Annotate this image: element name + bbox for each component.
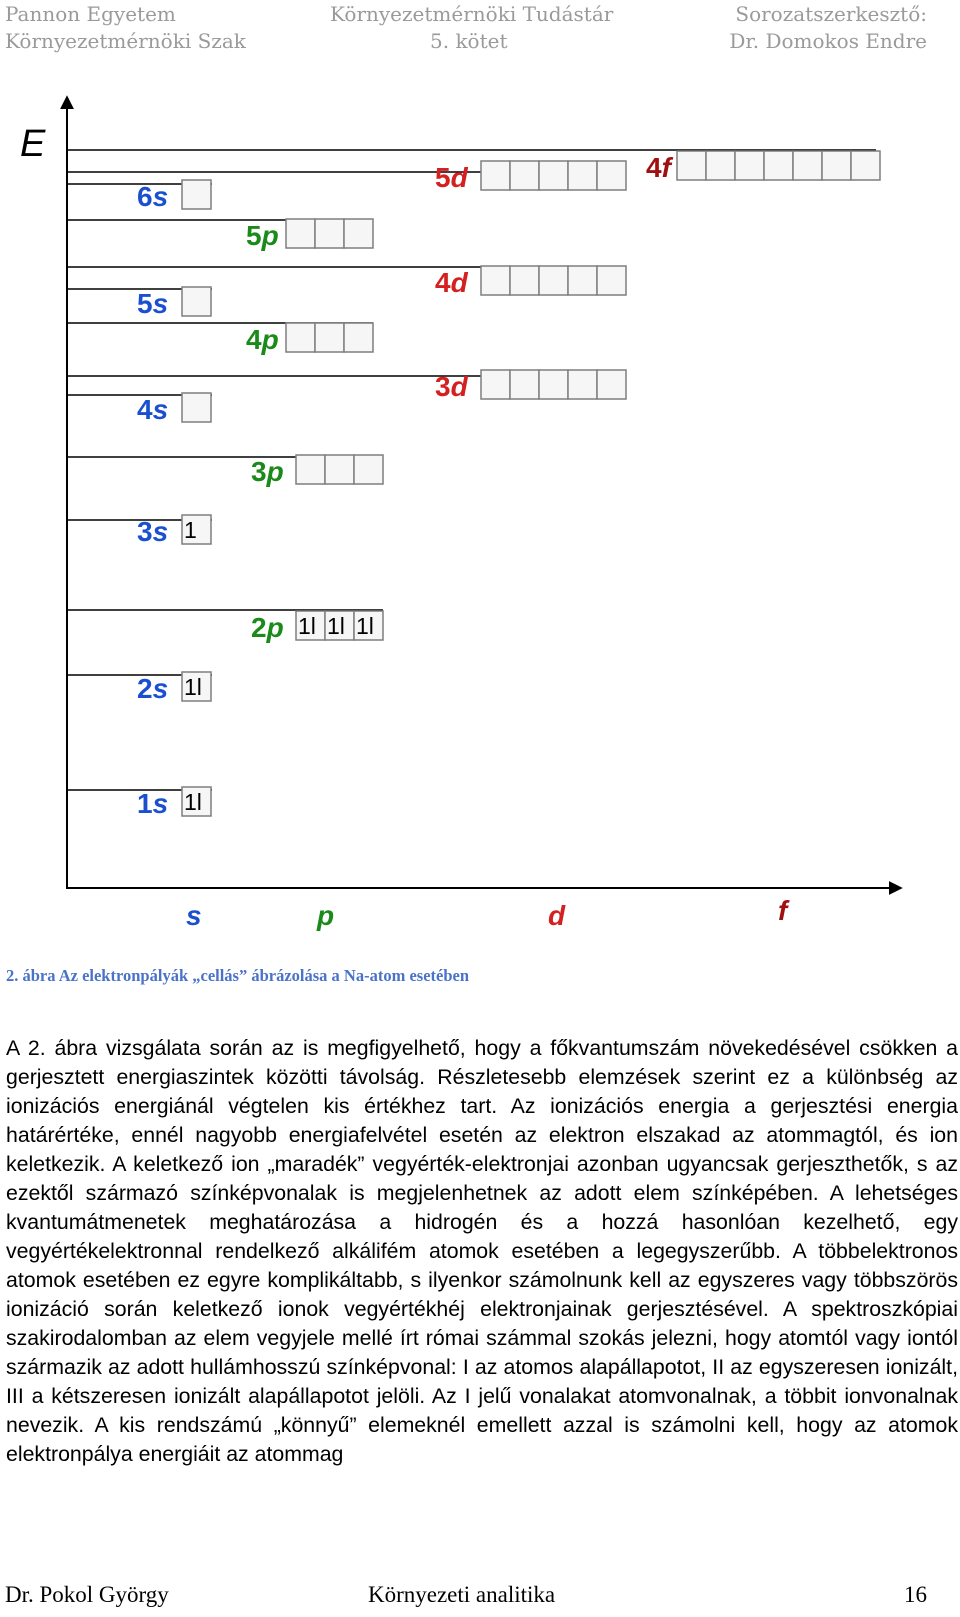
- orbital-box: [735, 151, 764, 180]
- footer-author: Dr. Pokol György: [5, 1582, 169, 1607]
- orbital-box: [793, 151, 822, 180]
- level-3s: [66, 515, 212, 547]
- x-label-f: f: [778, 895, 788, 926]
- footer-page-number: 16: [904, 1582, 927, 1607]
- orbital-box: [568, 161, 597, 190]
- header-right-line1: Sorozatszerkesztő:: [735, 2, 927, 26]
- orbital-box: [539, 161, 568, 190]
- orbital-box: [822, 151, 851, 180]
- energy-levels: [66, 150, 880, 819]
- orbital-label: 3s: [137, 516, 169, 547]
- orbital-label: 5s: [137, 288, 169, 319]
- orbital-box: [286, 323, 315, 352]
- header-right-line2: Dr. Domokos Endre: [729, 29, 927, 53]
- orbital-box: [510, 370, 539, 399]
- x-label-p: p: [317, 900, 335, 931]
- body-paragraph: A 2. ábra vizsgálata során az is megfigyelhető, hogy a főkvantumszám növekedésével csökken a gerjesztett energiaszintek közötti távolság. Részletesebb elemzések szerint ez a különbség az ionizációs energiánál végtelen kis értékhez tart. Az ionizációs energia a gerjesztési energia határértéke, ennél nagyobb energiafelvétel esetén az elektron elszakad az atommagtól, és ion keletkezik. A keletkező ion „maradék” vegyérték-elektronjai azonban ugyancsak gerjeszthetők, s az ezektől származó színképvonalak is megjelenhetnek az adott elem színképében. A lehetséges kvantumátmenetek meghatározása a hidrogén és a hozzá hasonlóan kezelhető, egy vegyértékelektronnal rendelkező alkálifém atomok esetében a legegyszerűbb. A többelektronos atomok esetében ez egyre komplikáltabb, s ilyenkor számolnunk kell az egyszeres vagy többszörös ionizáció során keletkező ionok vegyértékhéj elektronjainak gerjesztésével. A spektroszkópiai szakirodalomban az elem vegyjele mellé írt római számmal szokás jelezni, hogy atomtól vagy iontól származik az adott hullámhosszú színképvonal: I az atomos alapállapotot, II az egyszeresen ionizált, III a kétszeresen ionizált alapállapotot jelöli. Az I jelű vonalakat atomvonalnak, a többit ionvonalnak nevezik. A kis rendszámú „könnyű” elemeknél emellett azzal is számolni kell, hogy az atomok elektronpálya energiáit az atommag: [6, 1036, 958, 1466]
- orbital-box: [510, 266, 539, 295]
- level-6s: [66, 180, 212, 212]
- body-text: [6, 1034, 958, 1469]
- level-4p: [66, 323, 373, 355]
- x-label-d: d: [548, 900, 566, 931]
- orbital-box: [354, 455, 383, 484]
- orbital-label: 3d: [435, 371, 468, 402]
- orbital-box: [286, 219, 315, 248]
- energy-axis-label: E: [20, 123, 46, 165]
- header-left-line1: Pannon Egyetem: [5, 2, 176, 26]
- orbital-box: [344, 219, 373, 248]
- orbital-box: [344, 323, 373, 352]
- level-3p: [66, 455, 383, 487]
- level-1s: [66, 787, 212, 819]
- header-left-line2: Környezetmérnöki Szak: [5, 29, 246, 53]
- footer-title: Környezeti analitika: [368, 1582, 556, 1607]
- orbital-box: [597, 370, 626, 399]
- orbital-box: [764, 151, 793, 180]
- orbital-label: 3p: [251, 456, 284, 487]
- orbital-label: 2s: [137, 673, 169, 704]
- orbital-box: [568, 266, 597, 295]
- orbital-box: [182, 287, 211, 316]
- orbital-label: 4d: [435, 267, 468, 298]
- orbital-box: [182, 180, 211, 209]
- level-4f: [66, 150, 880, 183]
- orbital-label: 5p: [246, 220, 279, 251]
- level-5s: [66, 287, 212, 319]
- orbital-box: [539, 266, 568, 295]
- orbital-label: 2p: [251, 612, 284, 643]
- header-center-line1: Környezetmérnöki Tudástár: [330, 2, 614, 26]
- electron-marker: 1l: [184, 674, 202, 700]
- orbital-box: [568, 370, 597, 399]
- orbital-box: [597, 266, 626, 295]
- orbital-box: [182, 393, 211, 422]
- electron-marker: 1l: [327, 613, 345, 639]
- level-4s: [66, 393, 212, 425]
- orbital-label: 1s: [137, 788, 169, 819]
- orbital-box: [851, 151, 880, 180]
- orbital-box: [481, 266, 510, 295]
- orbital-label: 5d: [435, 162, 468, 193]
- electron-marker: 1l: [184, 789, 202, 815]
- orbital-box: [510, 161, 539, 190]
- orbital-box: [481, 370, 510, 399]
- orbital-box: [315, 323, 344, 352]
- orbital-box: [597, 161, 626, 190]
- orbital-box: [315, 219, 344, 248]
- orbital-box: [539, 370, 568, 399]
- orbital-box: [296, 455, 325, 484]
- level-2s: [66, 672, 212, 704]
- orbital-label: 4s: [137, 394, 169, 425]
- electron-marker: 1: [184, 517, 197, 543]
- header-center-line2: 5. kötet: [430, 29, 508, 53]
- orbital-box: [677, 151, 706, 180]
- orbital-box: [481, 161, 510, 190]
- orbital-label: 6s: [137, 181, 169, 212]
- orbital-box: [706, 151, 735, 180]
- orbital-box: [325, 455, 354, 484]
- electron-marker: 1l: [356, 613, 374, 639]
- level-5p: [66, 219, 373, 251]
- orbital-label: 4f: [646, 152, 671, 183]
- orbital-label: 4p: [246, 324, 279, 355]
- figure-caption: 2. ábra Az elektronpályák „cellás” ábrázolása a Na-atom esetében: [6, 966, 470, 985]
- x-label-s: s: [186, 900, 202, 931]
- electron-marker: 1l: [298, 613, 316, 639]
- level-2p: [66, 610, 383, 643]
